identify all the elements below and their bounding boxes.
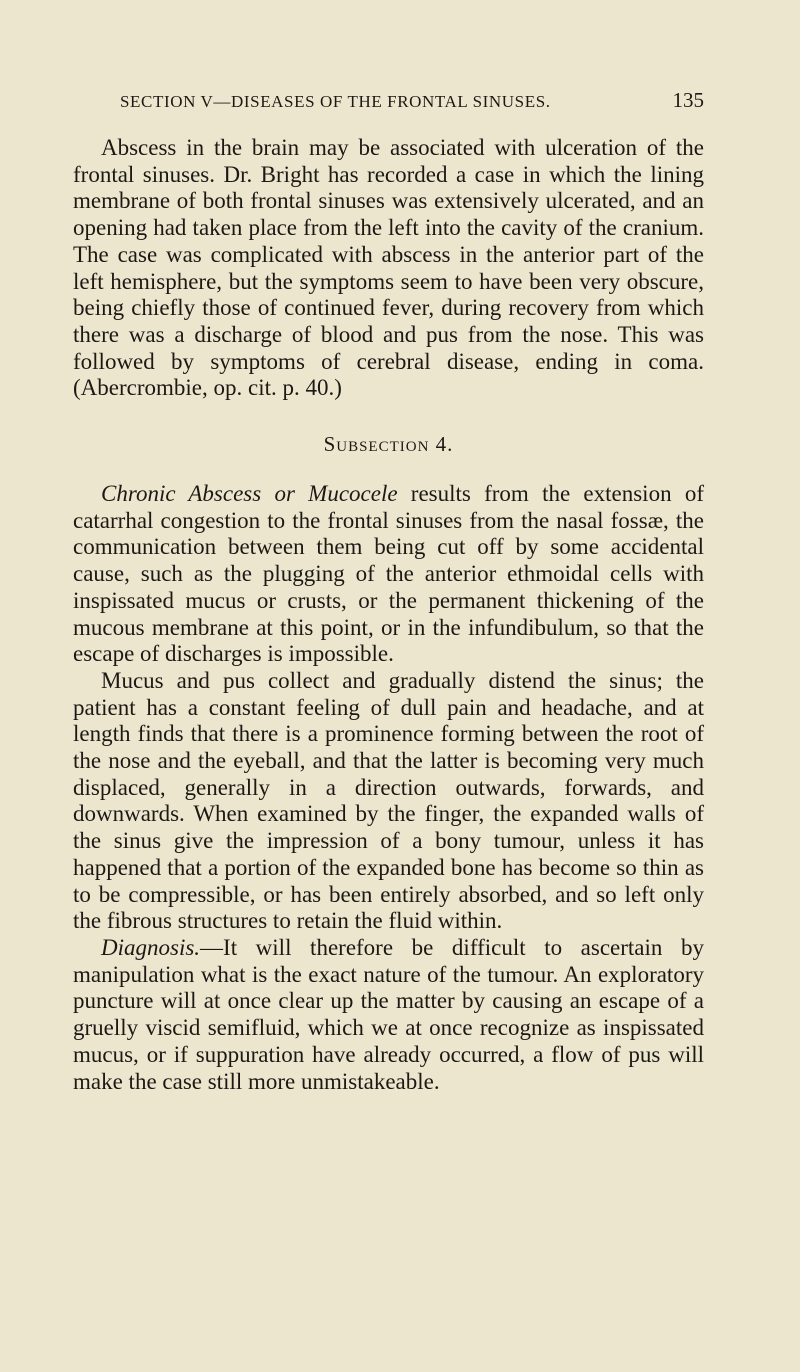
paragraph-chronic-abscess-text: results from the extension of catarrhal congestion to the frontal sinuses from the nasal fossæ, the communication between them being cut off by some accidental cause, such as the plugging of the anterior ethmoidal cells with inspissated mucus or crusts, or the permanent thickening of the mucous membrane at this point, or in the infundibulum, so that the escape of discharges is impossible. — [73, 481, 704, 667]
paragraph-chronic-abscess — [73, 481, 704, 668]
paragraph-diagnosis-text: —It will therefore be difficult to ascertain by manipulation what is the exact nature of the tumour. An exploratory puncture will at once clear up the matter by causing an escape of a gruelly viscid semifluid, which we at once recognize as inspissated mucus, or if suppuration have already occurred, a flow of pus will make the case still more unmistakeable. — [73, 934, 704, 1094]
page-number: 135 — [672, 88, 704, 112]
running-head — [120, 88, 704, 113]
term-diagnosis: Diagnosis. — [101, 934, 201, 960]
running-title: SECTION V—DISEASES OF THE FRONTAL SINUSES. — [120, 92, 551, 111]
term-chronic-abscess: Chronic Abscess or Mucocele — [101, 481, 398, 507]
paragraph-diagnosis — [73, 935, 704, 1095]
body-text — [73, 135, 704, 1095]
subsection-heading: Subsection 4. — [323, 432, 454, 457]
paragraph-mucus-pus: Mucus and pus collect and gradually distend the sinus; the patient has a constant feeling of dull pain and headache, and at length finds that there is a prominence forming between the root of the nose and the eyeball, and that the latter is becoming very much displaced, generally in a direction outwards, forwards, and downwards. When examined by the finger, the expanded walls of the sinus give the impression of a bony tumour, unless it has happened that a portion of the expanded bone has become so thin as to be compressible, or has been entirely absorbed, and so left only the fibrous structures to retain the fluid within. — [73, 667, 704, 934]
paragraph-abscess-brain: Abscess in the brain may be associated with ulceration of the frontal sinuses. Dr. Bright has recorded a case in which the lining membrane of both frontal sinuses was extensively ulcerated, and an opening had taken place from the left into the cavity of the cranium. The case was complicated with abscess in the anterior part of the left hemisphere, but the symptoms seem to have been very obscure, being chiefly those of continued fever, during recovery from which there was a discharge of blood and pus from the nose. This was followed by symptoms of cerebral disease, ending in coma. (Abercrombie, op. cit. p. 40.) — [73, 135, 704, 401]
